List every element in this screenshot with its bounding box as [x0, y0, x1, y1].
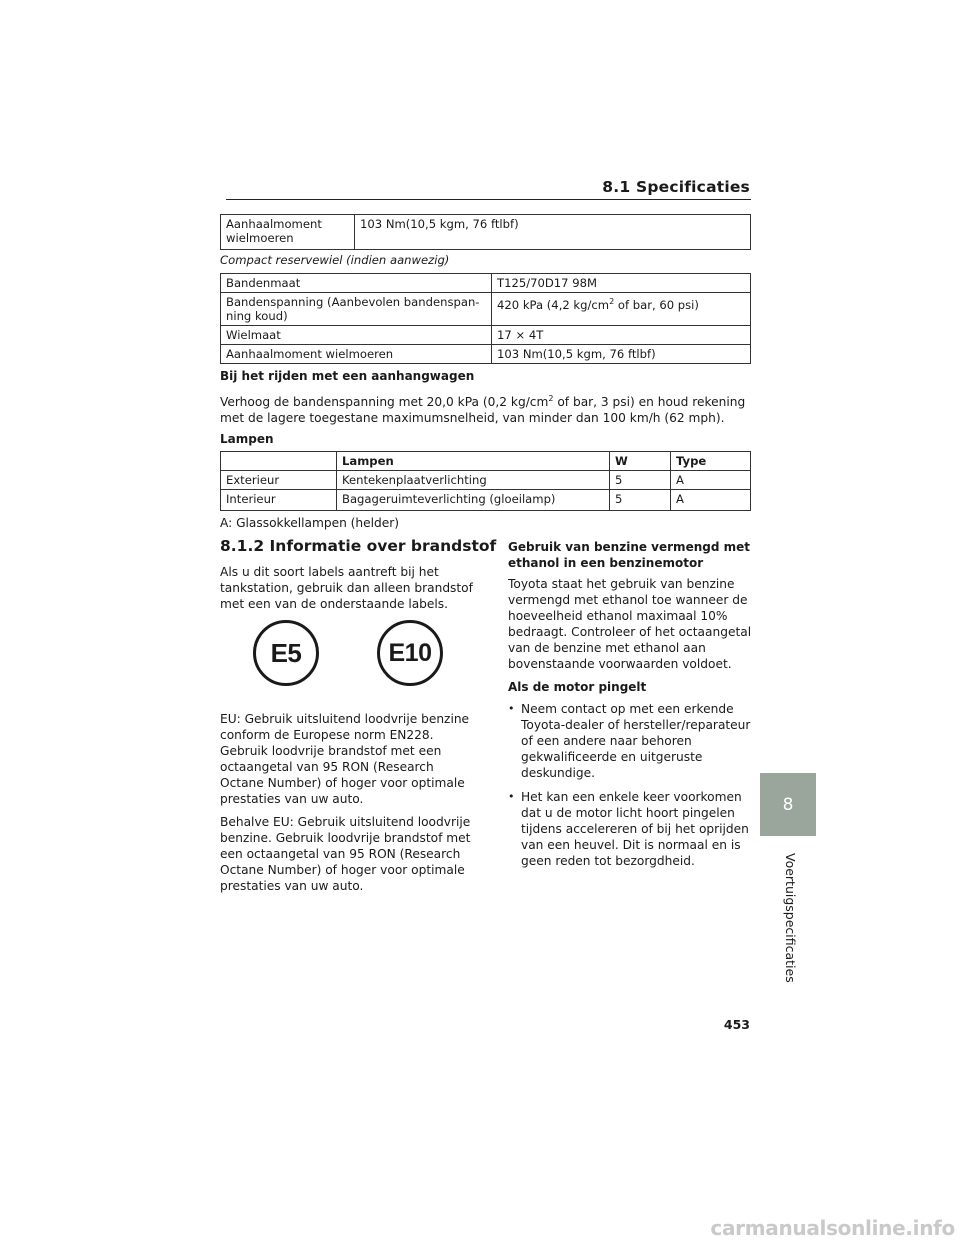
table-cell: 5 [610, 490, 671, 511]
trailer-heading: Bij het rijden met een aanhangwagen [220, 369, 475, 383]
column-header: W [610, 452, 671, 471]
table-row [221, 293, 751, 326]
fuel-intro: Als u dit soort labels aantreft bij het tankstation, gebruik dan alleen brandstof met een van de onderstaande labels. [220, 565, 473, 611]
table-cell-value: 103 Nm(10,5 kgm, 76 ftlbf) [355, 215, 751, 250]
table-cell: Exterieur [221, 471, 337, 490]
section-title: 8.1 Specificaties [602, 178, 750, 196]
ethanol-text: Toyota staat het gebruik van benzine vermengd met ethanol toe wanneer de hoeveelheid ethanol maximaal 10% bedraagt. Controleer of het octaangetal van de benzine met ethanol aan bovenstaande voorwaarden voldoet. [508, 577, 752, 671]
page-number: 453 [723, 1017, 750, 1032]
table-cell: A [671, 471, 751, 490]
table-row [221, 490, 751, 511]
wheel-torque-table [220, 214, 751, 250]
table-cell: Interieur [221, 490, 337, 511]
column-header [221, 452, 337, 471]
table-cell-label: Wielmaat [221, 326, 492, 345]
table-cell-label: Aanhaalmoment wielmoeren [221, 345, 492, 364]
watermark-text: carmanualsonline.info [710, 1216, 955, 1240]
chapter-tab[interactable]: 8 [760, 773, 816, 836]
lamps-table [220, 451, 751, 511]
trailer-text-main: Verhoog de bandenspanning met 20,0 kPa (0,2 kg/cm [220, 395, 549, 410]
fuel-label-e10-icon: E10 [377, 620, 443, 686]
pressure-value-rest: of bar, 60 psi) [614, 297, 699, 312]
lamps-footnote: A: Glassokkellampen (helder) [220, 516, 400, 530]
table-cell-value [492, 293, 751, 326]
table-row [221, 345, 751, 364]
table-cell: Bagageruimteverlichting (gloeilamp) [337, 490, 610, 511]
table-row [221, 326, 751, 345]
trailer-text-rest: of bar, 3 psi) en houd rekening met de lagere toegestane maximumsnelheid, van minder dan 100 km/h (62 mph). [220, 395, 746, 426]
table-cell: A [671, 490, 751, 511]
table-cell-value: 17 × 4T [492, 326, 751, 345]
fuel-section-heading: 8.1.2 Informatie over brandstof [220, 537, 497, 555]
trailer-text [220, 391, 752, 426]
pressure-value-main: 420 kPa (4,2 kg/cm [497, 297, 610, 312]
table-cell-label: Bandenspanning (Aanbevolen bandenspan- ning koud) [221, 293, 492, 326]
column-header: Type [671, 452, 751, 471]
table-header-row [221, 452, 751, 471]
table-row [221, 274, 751, 293]
list-item: • Neem contact op met een erkende Toyota-dealer of hersteller/reparateur of een andere naar behoren gekwalificeerde en uitgeruste deskundige. [508, 701, 753, 781]
lamps-heading: Lampen [220, 432, 274, 446]
table-cell: Kentekenplaatverlichting [337, 471, 610, 490]
knocking-heading: Als de motor pingelt [508, 680, 647, 694]
table-row [221, 215, 751, 250]
ethanol-heading: Gebruik van benzine vermengd met ethanol in een benzinemotor [508, 540, 750, 570]
table-cell-value: T125/70D17 98M [492, 274, 751, 293]
pressure-value-sup: 2 [609, 297, 615, 306]
eu-fuel-text: EU: Gebruik uitsluitend loodvrije benzine conform de Europese norm EN228. Gebruik loodvrije brandstof met een octaangetal van 95 RON (Research Octane Number) of hoger voor optimale prestaties van uw auto. [220, 712, 470, 806]
table-cell-label: Aanhaalmoment wielmoeren [221, 215, 355, 250]
header-rule [226, 199, 751, 200]
table-cell-value: 103 Nm(10,5 kgm, 76 ftlbf) [492, 345, 751, 364]
table-row [221, 471, 751, 490]
list-item: • Het kan een enkele keer voorkomen dat u de motor licht hoort pingelen tijdens accelereren of bij het oprijden van een heuvel. Dit is normaal en is geen reden tot bezorgdheid. [508, 789, 753, 869]
chapter-title-vertical: Voertuigspecificaties [783, 853, 798, 983]
non-eu-fuel-text: Behalve EU: Gebruik uitsluitend loodvrije benzine. Gebruik loodvrije brandstof met een octaangetal van 95 RON (Research Octane Number) of hoger voor optimale prestaties van uw auto. [220, 815, 471, 893]
fuel-label-e5-icon: E5 [253, 620, 319, 686]
compact-spare-caption: Compact reservewiel (indien aanwezig) [220, 253, 450, 267]
compact-spare-table [220, 273, 751, 364]
trailer-text-sup: 2 [548, 394, 554, 403]
table-cell-label: Bandenmaat [221, 274, 492, 293]
column-header: Lampen [337, 452, 610, 471]
knocking-list [508, 701, 753, 877]
table-cell: 5 [610, 471, 671, 490]
